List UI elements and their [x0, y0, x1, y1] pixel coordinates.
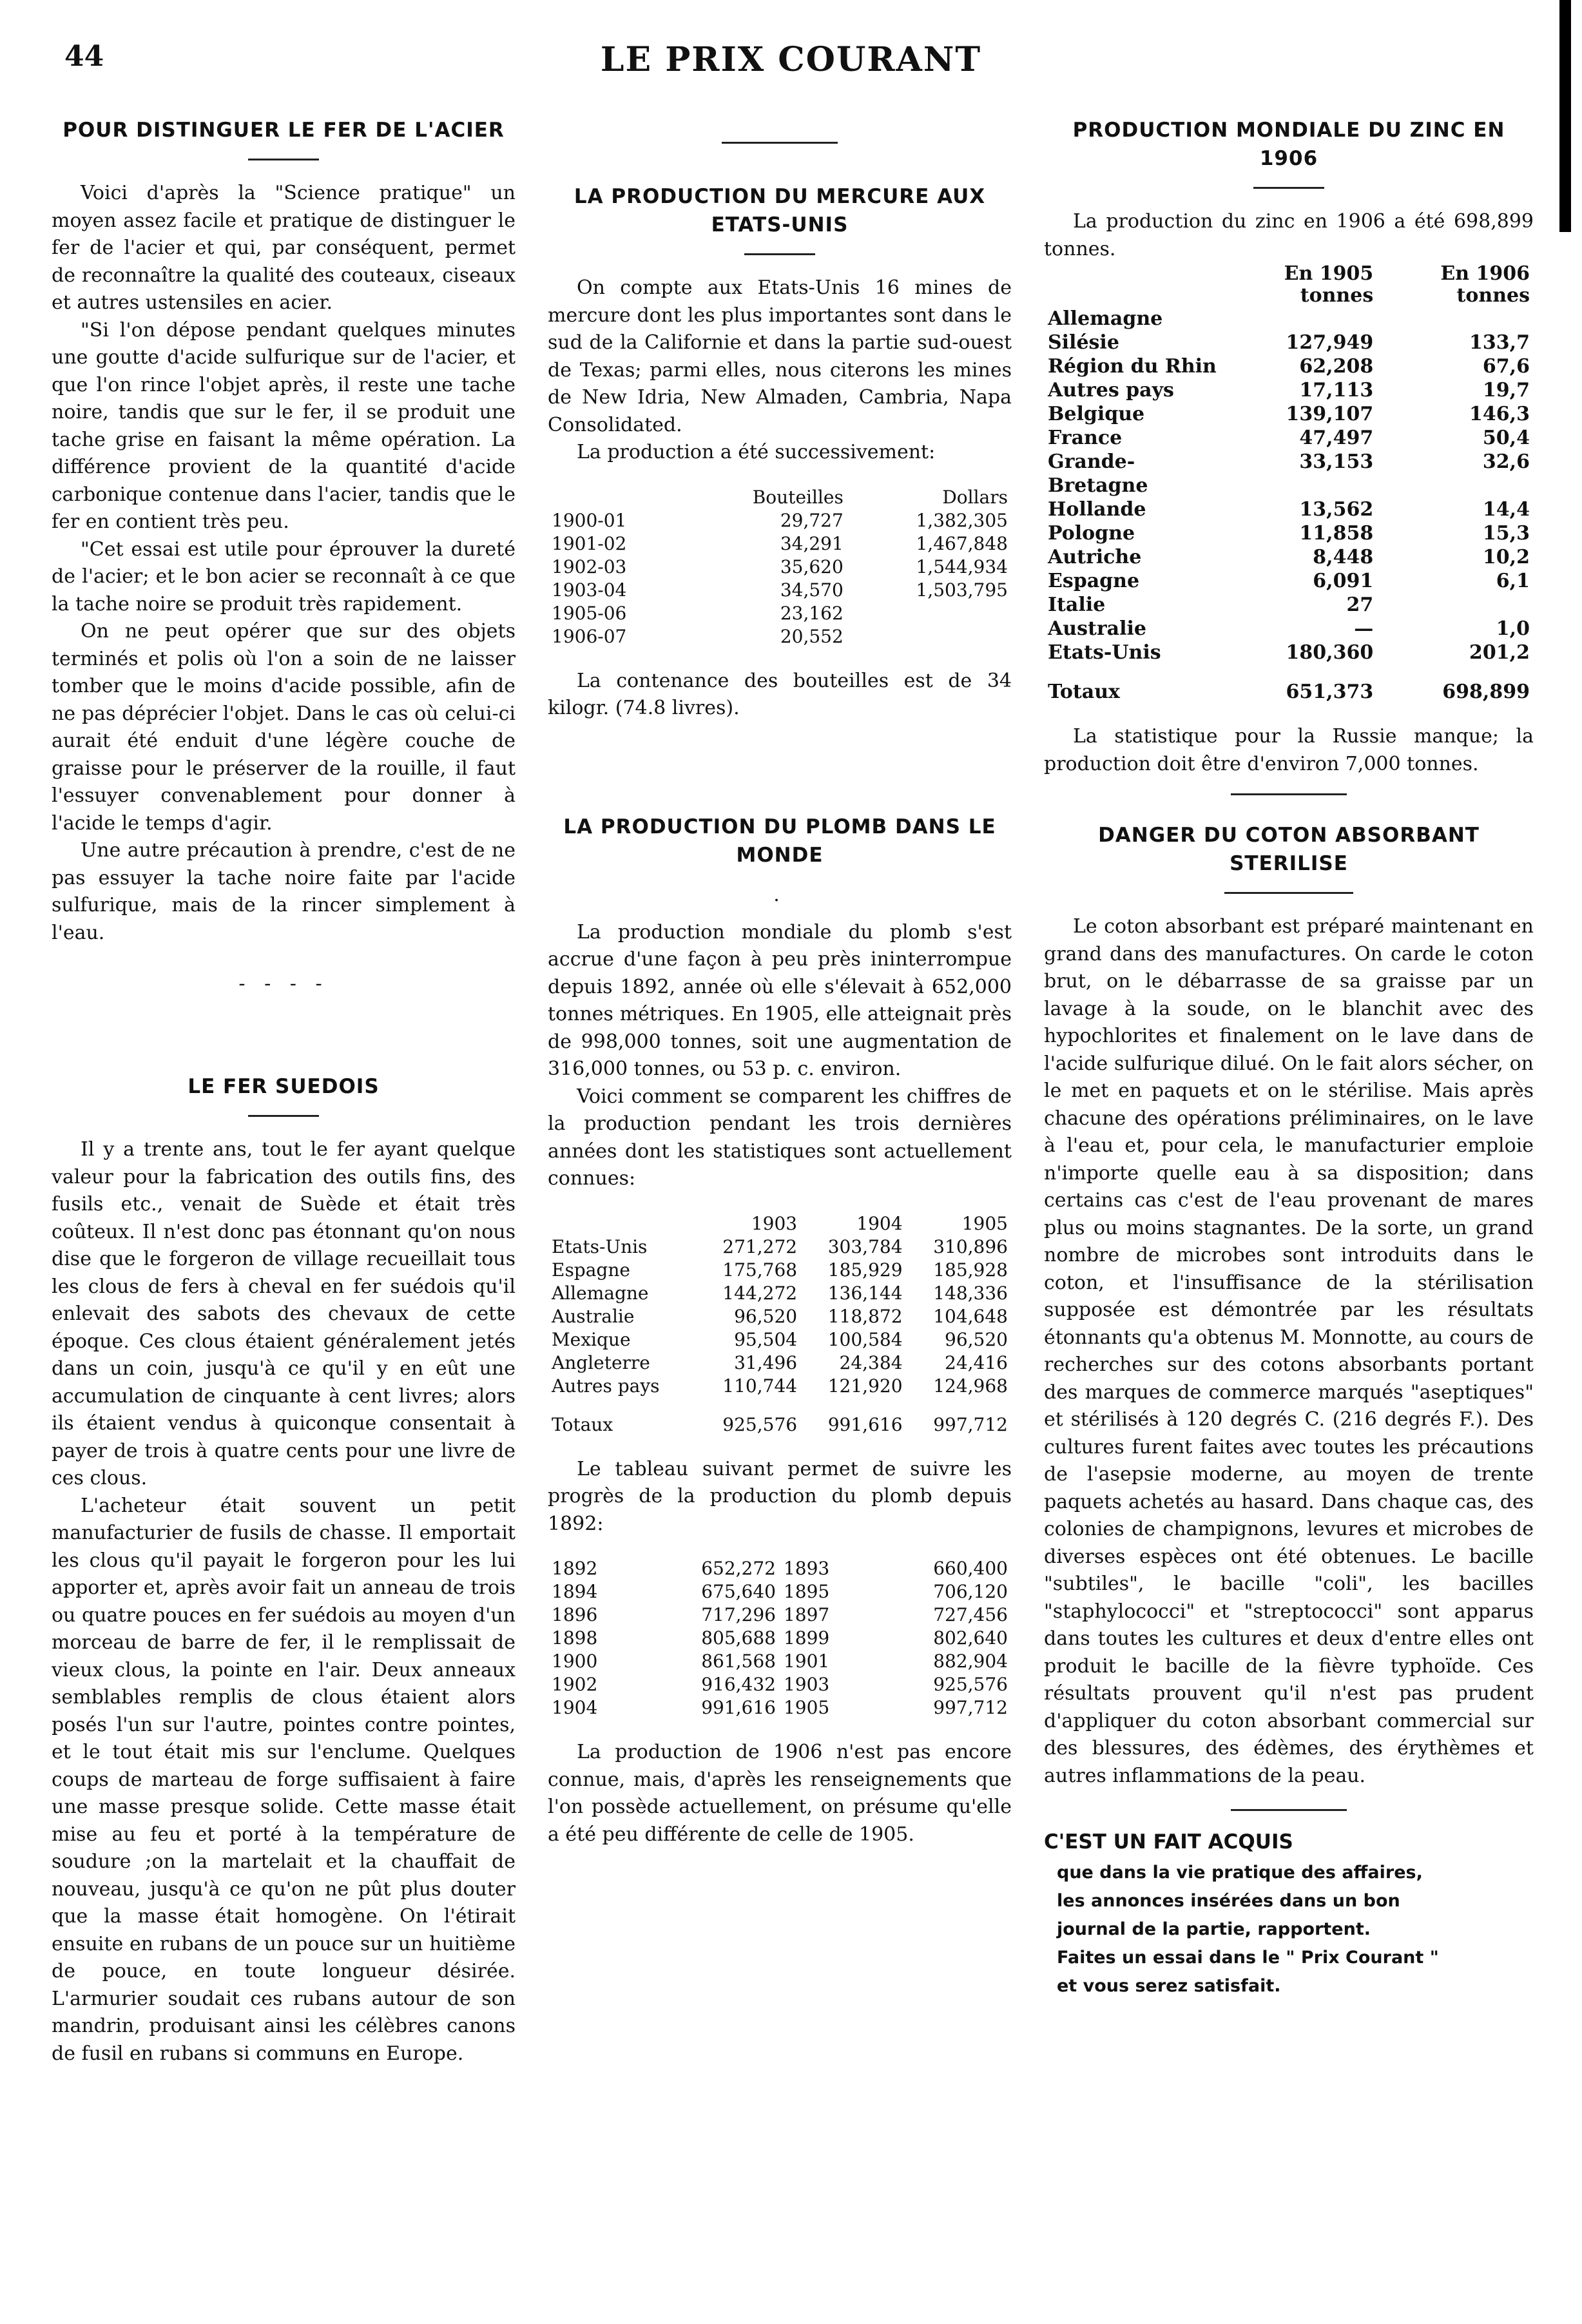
table-cell: 47,497 [1299, 427, 1374, 449]
table-cell: 34,570 [780, 579, 844, 601]
paragraph: La production a été successivement: [577, 441, 936, 463]
table-cell: 1900-01 [552, 509, 627, 531]
table-cell: Autriche [1048, 546, 1142, 568]
table-cell: 1901-02 [552, 532, 627, 554]
article-title-coton: DANGER DU COTON ABSORBANT STERILISE [1098, 824, 1480, 875]
table-cell: 997,712 [933, 1697, 1008, 1718]
table-cell: 24,384 [839, 1351, 903, 1373]
separator-line [1231, 1809, 1347, 1811]
table-cell: 991,616 [701, 1697, 776, 1718]
table-cell: Italie [1048, 594, 1106, 616]
title-rule [744, 253, 815, 255]
table-row [548, 1673, 1012, 1696]
table-cell: 118,872 [827, 1305, 903, 1327]
table-cell: 201,2 [1469, 641, 1530, 664]
table-cell: 1903 [783, 1674, 830, 1695]
table-cell: 6,1 [1496, 570, 1530, 592]
table-cell: 6,091 [1313, 570, 1374, 592]
table-cell: Autres pays [552, 1375, 660, 1397]
table-cell: 882,904 [933, 1651, 1008, 1672]
table-cell: 925,576 [722, 1413, 798, 1435]
table-cell: 29,727 [780, 509, 844, 531]
table-cell: 1901 [783, 1651, 830, 1672]
table-row [1044, 378, 1534, 402]
table-cell [1377, 593, 1534, 617]
table-cell: Espagne [1048, 570, 1140, 592]
table-cell: 67,6 [1482, 355, 1530, 378]
column-header: Bouteilles [752, 486, 844, 508]
table-cell: 23,162 [780, 602, 844, 624]
table-cell: 62,208 [1299, 355, 1374, 378]
table-row [548, 1305, 1012, 1328]
notice-line: Faites un essai dans le " Prix Courant " [1057, 1948, 1439, 1968]
article-title-plomb: LA PRODUCTION DU PLOMB DANS LE MONDE [563, 815, 996, 867]
paragraph: La contenance des bouteilles est de 34 kilogr. (74.8 livres). [548, 669, 1012, 719]
table-cell: Pologne [1048, 522, 1135, 545]
table-cell: 8,448 [1313, 546, 1374, 568]
table-cell: 146,3 [1469, 403, 1530, 425]
article-title-zinc: PRODUCTION MONDIALE DU ZINC EN 1906 [1072, 119, 1505, 170]
table-cell: 991,616 [827, 1413, 903, 1435]
table-row [1044, 617, 1534, 641]
table-cell: 271,272 [722, 1235, 798, 1257]
table-row [1044, 402, 1534, 426]
table-row [1044, 354, 1534, 378]
table-cell: 104,648 [933, 1305, 1008, 1327]
table-cell: 1893 [783, 1558, 830, 1579]
table-row [548, 1328, 1012, 1351]
table-row [548, 602, 1012, 625]
column-header: 1904 [856, 1212, 903, 1234]
table-cell [847, 625, 1012, 648]
table-cell: 698,899 [1442, 681, 1530, 703]
table-cell: France [1048, 427, 1123, 449]
table-cell: 651,373 [1286, 681, 1374, 703]
article-title-mercure: LA PRODUCTION DU MERCURE AUX ETATS-UNIS [574, 185, 986, 237]
table-cell: Etats-Unis [1048, 641, 1161, 664]
table-cell: 110,744 [722, 1375, 798, 1397]
paragraph: La statistique pour la Russie manque; la production doit être d'environ 7,000 tonnes. [1044, 725, 1534, 775]
table-cell: 1904 [552, 1697, 598, 1718]
table-cell: Australie [1048, 617, 1146, 640]
table-row [1044, 521, 1534, 545]
zinc-table [1044, 263, 1534, 704]
table-cell: 15,3 [1482, 522, 1530, 545]
table-cell: 136,144 [827, 1282, 903, 1304]
table-cell: 660,400 [933, 1558, 1008, 1579]
table-cell: 20,552 [780, 625, 844, 647]
title-rule [248, 1115, 319, 1117]
table-cell: 1902-03 [552, 556, 627, 577]
table-cell: Hollande [1048, 498, 1146, 521]
title-rule [1253, 187, 1324, 189]
table-cell: 1900 [552, 1651, 598, 1672]
table-row [1044, 331, 1534, 354]
page-edge-bar [1559, 0, 1571, 232]
table-cell: 1894 [552, 1581, 598, 1602]
table-cell: Totaux [1048, 681, 1120, 703]
table-cell: 27 [1346, 594, 1374, 616]
table-cell: 706,120 [933, 1581, 1008, 1602]
table-cell: 14,4 [1482, 498, 1530, 521]
table-row [548, 1351, 1012, 1375]
table-row [548, 625, 1012, 648]
table-cell: 124,968 [933, 1375, 1008, 1397]
table-row [548, 1282, 1012, 1305]
table-cell: Australie [552, 1305, 635, 1327]
table-cell: 916,432 [701, 1674, 776, 1695]
table-cell: — [1354, 617, 1374, 640]
table-cell: 34,291 [780, 532, 844, 554]
table-cell: 1905-06 [552, 602, 627, 624]
table-cell: 1903-04 [552, 579, 627, 601]
article-title-fer-acier: POUR DISTINGUER LE FER DE L'ACIER [63, 119, 505, 142]
paragraph: Une autre précaution à prendre, c'est de ne pas essuyer la tache noire faite par l'acide sulfurique, mais de la rincer simplement à l'eau. [52, 839, 516, 944]
paragraph: On ne peut opérer que sur des objets terminés et polis où l'on a soin de ne laisser tomber que le moins d'acide possible, afin de ne pas déprécier l'objet. Dans le cas où celui-ci aurait été enduit d'une légère couche de graisse pour le préserver de la rouille, il faut l'essuyer convenablement pour donner à l'acide le temps d'agir. [52, 620, 516, 835]
table-cell: 100,584 [827, 1328, 903, 1350]
table-cell: 127,949 [1286, 331, 1374, 354]
separator-dots: - - - - [238, 973, 329, 995]
table-total-row [548, 1398, 1012, 1437]
table-row [1044, 641, 1534, 664]
paragraph: La production du zinc en 1906 a été 698,899 tonnes. [1044, 210, 1534, 260]
table-row [1044, 569, 1534, 593]
column-left [52, 116, 516, 2294]
column-header: Dollars [942, 486, 1008, 508]
paragraph: La production mondiale du plomb s'est accrue d'une façon à peu près ininterrompue depuis 1892, année où elle s'élevait à 652,000 tonnes métriques. En 1905, elle atteignait près de 998,000 tonnes, soit une augmentation de 316,000 tonnes, ou 53 p. c. environ. [548, 920, 1012, 1080]
separator-line [1231, 793, 1347, 795]
table-row [548, 1603, 1012, 1627]
table-cell: 1905 [783, 1697, 830, 1718]
table-row [1044, 593, 1534, 617]
table-cell: 1,0 [1496, 617, 1530, 640]
lead-history-table [548, 1557, 1012, 1719]
table-cell: 310,896 [933, 1235, 1008, 1257]
page-number: 44 [64, 40, 104, 73]
title-rule [1224, 892, 1353, 894]
article-title-fer-suedois: LE FER SUEDOIS [188, 1075, 380, 1098]
table-row [548, 532, 1012, 556]
table-cell: 31,496 [734, 1351, 798, 1373]
table-row [1044, 426, 1534, 450]
page-title: LE PRIX COURANT [600, 40, 982, 79]
table-cell: 802,640 [933, 1627, 1008, 1649]
table-cell: 133,7 [1469, 331, 1530, 354]
table-cell: 180,360 [1286, 641, 1374, 664]
paragraph: La production de 1906 n'est pas encore connue, mais, d'après les renseignements que l'on possède actuellement, on présume qu'elle a été peu différente de celle de 1905. [548, 1741, 1012, 1846]
table-cell: 1899 [783, 1627, 830, 1649]
table-cell: 13,562 [1299, 498, 1374, 521]
table-cell: 121,920 [827, 1375, 903, 1397]
table-cell: 1897 [783, 1604, 830, 1625]
title-rule [248, 159, 319, 160]
column-middle [548, 116, 1012, 2294]
notice-title: C'EST UN FAIT ACQUIS [1044, 1830, 1293, 1854]
separator-line [722, 142, 838, 144]
paragraph: "Cet essai est utile pour éprouver la dureté de l'acier; et le bon acier se reconnaît à ce que la tache noire se produit très rapidement. [52, 537, 516, 615]
table-row [1044, 498, 1534, 521]
table-cell: 1902 [552, 1674, 598, 1695]
table-cell: Etats-Unis [552, 1235, 648, 1257]
table-cell: 96,520 [734, 1305, 798, 1327]
table-cell: 175,768 [722, 1259, 798, 1281]
paragraph: Voici d'après la "Science pratique" un moyen assez facile et pratique de distinguer le fer de l'acier et qui, par conséquent, permet de reconnaître la qualité des couteaux, ciseaux et autres ustensiles en acier. [52, 182, 516, 314]
table-cell: 1892 [552, 1558, 598, 1579]
table-cell: 1,503,795 [916, 579, 1008, 601]
table-row [1044, 450, 1534, 498]
table-cell: 1,544,934 [916, 556, 1008, 577]
table-cell: 32,6 [1482, 450, 1530, 473]
table-row [548, 556, 1012, 579]
table-cell: 1,467,848 [916, 532, 1008, 554]
table-cell: 148,336 [933, 1282, 1008, 1304]
table-cell: Angleterre [552, 1351, 650, 1373]
table-row [548, 1259, 1012, 1282]
table-cell: Espagne [552, 1259, 630, 1281]
table-cell: 1896 [552, 1604, 598, 1625]
table-cell: Autres pays [1048, 379, 1174, 402]
table-cell: 11,858 [1299, 522, 1374, 545]
table-cell [1377, 307, 1534, 331]
column-header: 1905 [961, 1212, 1008, 1234]
table-cell: 33,153 [1299, 450, 1374, 473]
table-cell: 303,784 [827, 1235, 903, 1257]
paragraph: Il y a trente ans, tout le fer ayant quelque valeur pour la fabrication des outils fins, des fusils etc., venait de Suède et était très coûteux. Il n'est donc pas étonnant qu'on nous dise que le forgeron de village recueillait tous les clous de fers à cheval en fer suédois qu'il enlevait des sabots des chevaux de cette époque. Ces clous étaient généralement jetés dans un coin, jusqu'à ce qu'il y en eût une accumulation de cinquante à cent livres; alors ils étaient vendus à quiconque consentait à payer de trois à quatre cents pour une livre de ces clous. [52, 1138, 516, 1489]
table-row [548, 1650, 1012, 1673]
table-cell: 1895 [783, 1581, 830, 1602]
table-cell: 50,4 [1482, 427, 1530, 449]
table-cell: 35,620 [780, 556, 844, 577]
table-cell: 675,640 [701, 1581, 776, 1602]
table-row [548, 1557, 1012, 1580]
table-row [1044, 307, 1534, 331]
mercury-table [548, 486, 1012, 648]
table-cell: 17,113 [1299, 379, 1374, 402]
separator-dot: . [773, 883, 786, 906]
notice-line: que dans la vie pratique des affaires, [1057, 1863, 1423, 1883]
column-header: 1903 [751, 1212, 798, 1234]
table-cell: 10,2 [1482, 546, 1530, 568]
table-row [548, 1375, 1012, 1398]
table-row [548, 1580, 1012, 1603]
paragraph: On compte aux Etats-Unis 16 mines de mercure dont les plus importantes sont dans le sud de la Californie et dans la partie sud-ouest de Texas; parmi elles, nous citerons les mines de New Idria, New Almaden, Cambria, Napa Consolidated. [548, 276, 1012, 436]
table-cell: 95,504 [734, 1328, 798, 1350]
table-cell: 185,928 [933, 1259, 1008, 1281]
table-cell: 717,296 [701, 1604, 776, 1625]
paragraph: Le coton absorbant est préparé maintenant en grand dans des manufactures. On carde le coton brut, on le débarrasse de sa graisse par un lavage à la soude, on le blanchit avec des hypochlorites et finalement on le lave dans de l'acide sulfurique dilué. On le fait alors sécher, on le met en paquets et on le stérilise. Mais après chacune des opérations préliminaires, on le lave à l'eau et, pour cela, le manufacturier emploie n'importe quelle eau à sa disposition; dans certains cas c'est de l'eau provenant de mares plus ou moins stagnantes. De la sorte, un grand nombre de microbes sont introduits dans le coton, et l'insuffisance de la stérilisation supposée est démontrée par les résultats étonnants qu'a obtenus M. Monnotte, au cours de recherches sur des cotons absorbants portant des marques de commerce marqués "aseptiques" et stérilisés à 120 degrés C. (216 degrés F.). Des cultures furent faites avec toutes les précautions de l'asepsie moderne, au moyen de trente paquets achetés au hasard. Dans chaque cas, des colonies de champignons, levures et microbes de diverses espèces ont été obtenues. Le bacille "subtiles", le bacille "coli", les bacilles "staphylococci" et "streptococci" sont apparus dans toutes les cultures et deux d'entre elles ont produit le bacille de la fièvre typhoïde. Ces résultats prouvent qu'il n'est pas prudent d'appliquer du coton absorbant commercial sur des blessures, des édèmes, des érythèmes et autres inflammations de la peau. [1044, 915, 1534, 1787]
notice-line: journal de la partie, rapportent. [1057, 1919, 1371, 1939]
table-cell: 1898 [552, 1627, 598, 1649]
table-cell: 652,272 [701, 1558, 776, 1579]
table-cell: Belgique [1048, 403, 1145, 425]
table-cell: Grande-Bretagne [1048, 450, 1148, 497]
paragraph: Voici comment se comparent les chiffres de la production pendant les trois dernières années dont les statistiques sont actuellement connues: [548, 1085, 1012, 1190]
table-cell: 144,272 [722, 1282, 798, 1304]
table-cell: 727,456 [933, 1604, 1008, 1625]
table-cell: 997,712 [933, 1413, 1008, 1435]
table-cell: 1906-07 [552, 625, 627, 647]
table-cell: Silésie [1048, 331, 1119, 354]
table-row [548, 509, 1012, 532]
table-row [548, 1696, 1012, 1719]
column-header: En 1906 tonnes [1440, 262, 1530, 307]
table-cell: Mexique [552, 1328, 631, 1350]
notice-line: les annonces insérées dans un bon [1057, 1891, 1400, 1911]
table-row [548, 1235, 1012, 1259]
table-cell: 805,688 [701, 1627, 776, 1649]
table-cell: Allemagne [1048, 307, 1163, 330]
paragraph: "Si l'on dépose pendant quelques minutes une goutte d'acide sulfurique sur de l'acier, et que l'on rince l'objet après, il reste une tache noire, tandis que sur le fer, il se produit une tache grise en faisant la même opération. La différence provient de la quantité d'acide carbonique contenue dans l'acier, tandis que le fer en contient très peu. [52, 318, 516, 533]
table-cell: 139,107 [1286, 403, 1374, 425]
table-cell: 24,416 [945, 1351, 1008, 1373]
table-row [1044, 545, 1534, 569]
column-header: En 1905 tonnes [1284, 262, 1374, 307]
table-cell: 185,929 [827, 1259, 903, 1281]
table-cell: 925,576 [933, 1674, 1008, 1695]
table-cell [1220, 307, 1377, 331]
table-cell: Région du Rhin [1048, 355, 1217, 378]
table-cell: 19,7 [1482, 379, 1530, 402]
notice-line: et vous serez satisfait. [1057, 1976, 1281, 1996]
table-cell: 861,568 [701, 1651, 776, 1672]
table-cell: Totaux [552, 1413, 613, 1435]
table-row [548, 579, 1012, 602]
table-cell [847, 602, 1012, 625]
table-total-row [1044, 664, 1534, 704]
table-cell: 1,382,305 [916, 509, 1008, 531]
paragraph: Le tableau suivant permet de suivre les progrès de la production du plomb depuis 1892: [548, 1457, 1012, 1535]
table-row [548, 1627, 1012, 1650]
table-cell: 96,520 [945, 1328, 1008, 1350]
column-right [1044, 116, 1534, 2294]
lead-by-country-table [548, 1212, 1012, 1437]
paragraph: L'acheteur était souvent un petit manufacturier de fusils de chasse. Il emportait les clous qu'il payait le forgeron pour les lui apporter et, après avoir fait un anneau de trois ou quatre pouces en fer suédois au moyen d'un morceau de barre de fer, il le remplissait de vieux clous, la pointe en l'air. Deux anneaux semblables remplis de clous étaient alors posés l'un sur l'autre, pointes contre pointes, et le tout était mis sur l'enclume. Quelques coups de marteau de forge suffisaient à faire une masse presque solide. Cette masse était mise au feu et porté à la température de soudure ;on la martelait et la chauffait de nouveau, jusqu'à ce qu'on ne pût plus douter que la masse était homogène. On l'étirait ensuite en rubans de un pouce sur un huitième de pouce, en toute longueur désirée. L'armurier soudait ces rubans autour de son mandrin, produisant ainsi les célèbres canons de fusil en rubans si communs en Europe. [52, 1494, 516, 2065]
table-cell: Allemagne [552, 1282, 649, 1304]
